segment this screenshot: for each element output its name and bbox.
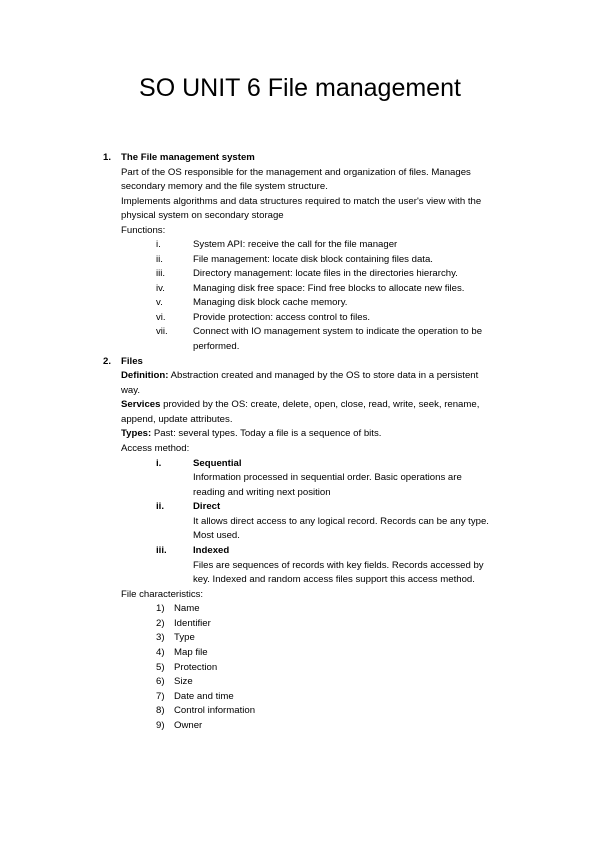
function-text: Directory management: locate files in the directories hierarchy.: [193, 268, 458, 279]
section-1-line: Implements algorithms and data structures required to match the user's view with the: [121, 196, 482, 207]
services-term: Services: [121, 399, 161, 410]
function-text-continuation: performed.: [193, 341, 240, 352]
section-1-line: Part of the OS responsible for the management and organization of files. Manages: [121, 167, 471, 178]
services-line: [121, 398, 479, 413]
function-number: ii.: [156, 254, 163, 265]
characteristic-number: 8): [156, 705, 165, 716]
section-2-number: 2.: [103, 356, 112, 367]
function-number: v.: [156, 297, 163, 308]
characteristic-text: Control information: [174, 705, 256, 716]
access-method-label: Access method:: [121, 443, 190, 454]
characteristic-text: Size: [174, 676, 193, 687]
page-title: SO UNIT 6 File management: [139, 74, 461, 102]
access-method-description: key. Indexed and random access files support this access method.: [193, 574, 475, 585]
function-number: i.: [156, 239, 161, 250]
characteristic-number: 1): [156, 603, 165, 614]
access-method-number: i.: [156, 458, 162, 469]
characteristic-text: Name: [174, 603, 200, 614]
definition-line: [121, 369, 478, 384]
section-1-number: 1.: [103, 152, 112, 163]
access-method-name: Indexed: [193, 545, 230, 556]
access-method-number: iii.: [156, 545, 167, 556]
definition-text: Abstraction created and managed by the OS to store data in a persistent: [170, 370, 479, 381]
function-number: iv.: [156, 283, 165, 294]
characteristic-text: Type: [174, 632, 195, 643]
characteristic-text: Owner: [174, 720, 203, 731]
characteristic-number: 5): [156, 662, 165, 673]
function-number: vii.: [156, 326, 168, 337]
functions-label: Functions:: [121, 225, 166, 236]
types-line: [121, 427, 381, 442]
function-text: Connect with IO management system to indicate the operation to be: [193, 326, 483, 337]
file-characteristics-label: File characteristics:: [121, 589, 204, 600]
characteristic-number: 9): [156, 720, 165, 731]
services-continuation: append, update attributes.: [121, 414, 233, 425]
function-text: Provide protection: access control to files.: [193, 312, 371, 323]
access-method-number: ii.: [156, 501, 164, 512]
types-text: Past: several types. Today a file is a sequence of bits.: [153, 428, 382, 439]
characteristic-text: Protection: [174, 662, 218, 673]
access-method-description: Most used.: [193, 530, 240, 541]
section-1-heading: The File management system: [121, 152, 255, 163]
definition-continuation: way.: [121, 385, 141, 396]
section-2-heading: Files: [121, 356, 143, 367]
characteristic-text: Map file: [174, 647, 208, 658]
section-1-line: secondary memory and the file system structure.: [121, 181, 328, 192]
characteristic-number: 6): [156, 676, 165, 687]
section-1-line: physical system on secondary storage: [121, 210, 284, 221]
access-method-name: Sequential: [193, 458, 242, 469]
characteristic-text: Date and time: [174, 691, 234, 702]
types-term: Types:: [121, 428, 152, 439]
characteristic-text: Identifier: [174, 618, 211, 629]
function-text: System API: receive the call for the file manager: [193, 239, 398, 250]
definition-term: Definition:: [121, 370, 169, 381]
function-text: Managing disk free space: Find free blocks to allocate new files.: [193, 283, 465, 294]
access-method-description: reading and writing next position: [193, 487, 331, 498]
access-method-description: Files are sequences of records with key fields. Records accessed by: [193, 560, 484, 571]
characteristic-number: 3): [156, 632, 165, 643]
access-method-name: Direct: [193, 501, 221, 512]
characteristic-number: 7): [156, 691, 165, 702]
services-text: provided by the OS: create, delete, open, close, read, write, seek, rename,: [163, 399, 480, 410]
function-number: vi.: [156, 312, 166, 323]
function-text: Managing disk block cache memory.: [193, 297, 348, 308]
characteristic-number: 4): [156, 647, 165, 658]
function-text: File management: locate disk block containing files data.: [193, 254, 433, 265]
access-method-description: It allows direct access to any logical record. Records can be any type.: [193, 516, 489, 527]
function-number: iii.: [156, 268, 166, 279]
access-method-description: Information processed in sequential order. Basic operations are: [193, 472, 462, 483]
characteristic-number: 2): [156, 618, 165, 629]
